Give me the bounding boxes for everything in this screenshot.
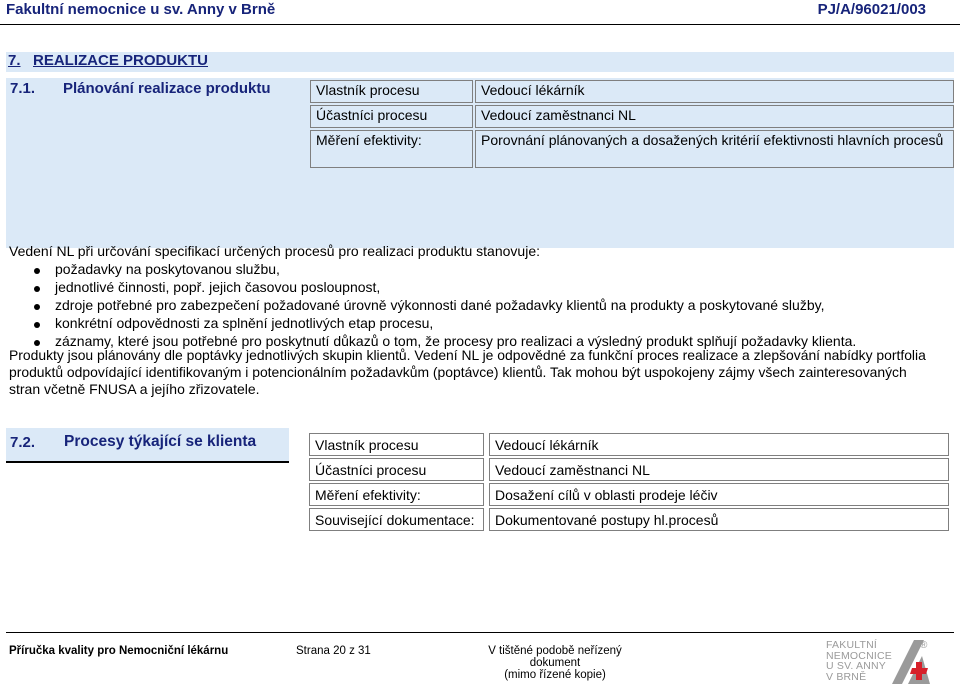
section-7-2-number: 7.2.	[10, 434, 36, 451]
table-7-2-label: Měření efektivity:	[309, 483, 484, 506]
section-7-2-title: Procesy týkající se klienta	[64, 433, 257, 450]
body-intro: Vedení NL při určování specifikací určených procesů pro realizaci produktu stanovuje:	[9, 243, 540, 259]
table-7-2-value: Dosažení cílů v oblasti prodeje léčiv	[489, 483, 949, 506]
table-7-2-value: Vedoucí lékárník	[489, 433, 949, 456]
header-rule	[0, 24, 960, 25]
logo-registered-mark: ®	[920, 640, 928, 651]
body-paragraph-line: stran včetně FNUSA a jejího zřizovatele.	[9, 381, 260, 397]
bullet-dot	[34, 322, 40, 328]
section-7-heading	[6, 52, 954, 72]
bullet-dot	[34, 304, 40, 310]
body-paragraph-line: Produkty jsou plánovány dle poptávky jednotlivých skupin klientů. Vedení NL je odpovědné za funkční proces realizace a zlepšování nabídky portfolia	[9, 347, 926, 363]
body-paragraph-line: produktů odpovídající identifikovaným i potencionálním požadavkům (poptávce) klientů. Tak mohou být uspokojeny zájmy všech zainteresovaných	[9, 364, 907, 380]
table-7-1-value: Porovnání plánovaných a dosažených kritérií efektivnosti hlavních procesů	[475, 130, 954, 168]
table-7-1-label: Měření efektivity:	[310, 130, 473, 168]
table-7-2-label: Účastníci procesu	[309, 458, 484, 481]
section-7-1-number: 7.1.	[10, 80, 36, 97]
bullet-item: jednotlivé činnosti, popř. jejich časovou posloupnost,	[55, 279, 381, 295]
bullet-item: konkrétní odpovědnosti za splnění jednotlivých etap procesu,	[55, 315, 434, 331]
logo-text-line: V BRNĚ	[826, 670, 867, 683]
hospital-logo	[826, 638, 956, 686]
footer-page: Strana 20 z 31	[296, 645, 371, 657]
logo-text-line: NEMOCNICE	[826, 649, 892, 662]
section-7-2-rule	[6, 461, 289, 463]
bullet-item: zdroje potřebné pro zabezpečení požadované úrovně výkonnosti dané požadavky klientů na produkty a poskytované služby,	[55, 297, 825, 313]
table-7-2-label: Související dokumentace:	[309, 508, 484, 531]
footer-note-line: V tištěné podobě neřízený dokument	[488, 645, 622, 669]
table-7-2-value: Vedoucí zaměstnanci NL	[489, 458, 949, 481]
bullet-item: požadavky na poskytovanou službu,	[55, 261, 280, 277]
table-7-1-label: Vlastník procesu	[310, 80, 473, 103]
table-7-1-value: Vedoucí zaměstnanci NL	[475, 105, 954, 128]
logo-text-line: FAKULTNÍ	[826, 639, 877, 651]
section-7-number: 7.	[8, 52, 21, 69]
footer-title: Příručka kvality pro Nemocniční lékárnu	[9, 645, 229, 657]
footer-rule	[6, 632, 954, 633]
table-7-2-value: Dokumentované postupy hl.procesů	[489, 508, 949, 531]
section-7-title: REALIZACE PRODUKTU	[33, 52, 208, 69]
header-org: Fakultní nemocnice u sv. Anny v Brně	[6, 1, 276, 18]
bullet-dot	[34, 340, 40, 346]
bullet-item: záznamy, které jsou potřebné pro poskytnutí důkazů o tom, že procesy pro realizaci a výsledný produkt splňují požadavky klienta.	[55, 333, 857, 349]
bullet-dot	[34, 268, 40, 274]
section-7-1-title: Plánování realizace produktu	[63, 80, 271, 97]
table-7-1-label: Účastníci procesu	[310, 105, 473, 128]
logo-text-line: U SV. ANNY	[826, 660, 886, 672]
table-7-1-value: Vedoucí lékárník	[475, 80, 954, 103]
footer-note	[470, 645, 640, 681]
logo-text	[826, 640, 892, 682]
footer-note-line: (mimo řízené kopie)	[504, 669, 606, 681]
bullet-dot	[34, 286, 40, 292]
header-doc-id: PJ/A/96021/003	[817, 1, 926, 18]
table-7-2-label: Vlastník procesu	[309, 433, 484, 456]
